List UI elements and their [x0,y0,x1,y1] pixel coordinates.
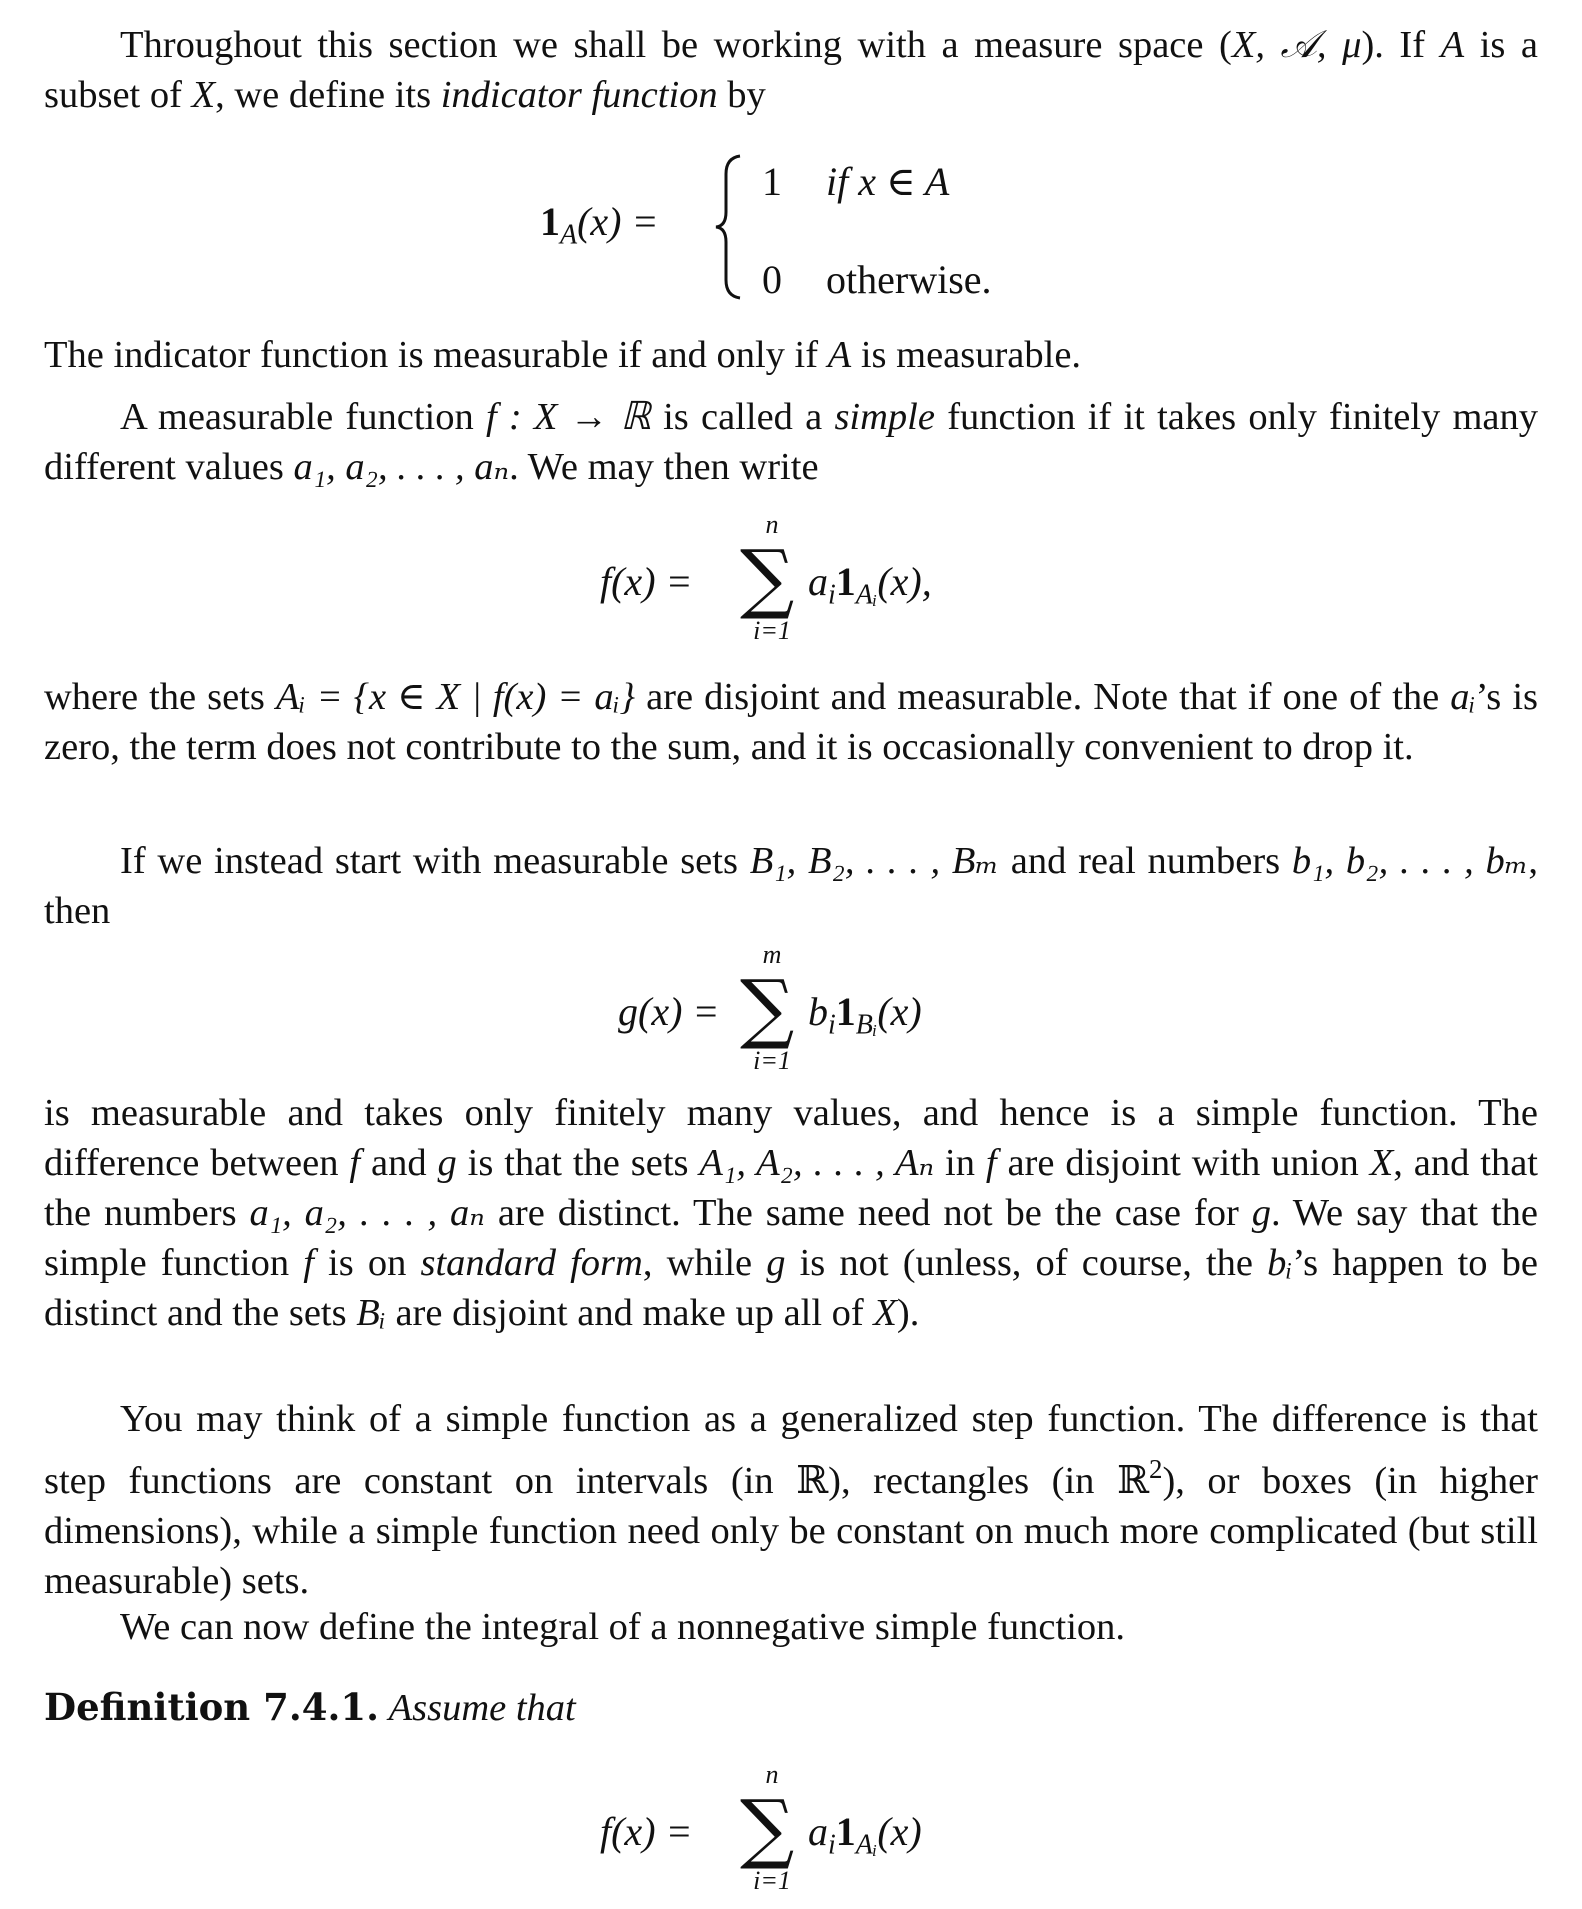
paragraph-step-function: You may think of a simple function as a generalized step function. The difference is that step functions are constant on intervals (in ℝ), rectangles (in ℝ$^2$), or boxes (in higher dimensions), while a simple function need only be constant on much more complicated (but still measurable) sets. [44,1398,1538,1602]
paragraph-measurable-sets: If we instead start with measurable sets B₁, B₂, . . . , Bₘ and real numbers b₁, b₂, . . . , bₘ, then [44,840,1538,932]
equation-definition-sum: f(x) = n ∑ i=1 $a_i1_{Aᵢ}(x)$ [600,1760,922,1895]
definition-label: Definition 7.4.1. [44,1685,379,1729]
term-indicator-function: indicator function [440,74,718,116]
left-brace [714,152,744,302]
equation-indicator: $1_A(x)$ = 1 if x ∈ A 0 otherwise. [0,140,1582,310]
definition-7-4-1: Definition 7.4.1. Assume that [44,1685,576,1729]
equation-g-sum: g(x) = m ∑ i=1 $b_i1_{Bᵢ}(x)$ [618,940,922,1075]
paragraph-intro: Throughout this section we shall be working with a measure space (X, 𝒜, μ). If A is a subset of X, we define its indicator function by [44,24,1539,116]
paragraph-disjoint-sets: where the sets Aᵢ = {x ∈ X | f(x) = aᵢ} are disjoint and measurable. Note that if one of the aᵢ’s is zero, the term does not contribute to the sum, and it is occasionally convenient to drop it. [44,676,1539,768]
paragraph-integral-intro: We can now define the integral of a nonnegative simple function. [120,1606,1126,1648]
paragraph-standard-form: is measurable and takes only finitely many values, and hence is a simple function. The difference between f and g is that the sets A₁, A₂, . . . , Aₙ in f are disjoint with union X, and that the numbers a₁, a₂, . . . , aₙ are distinct. The same need not be the case for g. We say that the simple function f is on standard form, while g is not (unless, of course, the bᵢ’s happen to be distinct and the sets Bᵢ are disjoint and make up all of X). [44,1092,1539,1334]
term-standard-form: standard form [420,1242,643,1284]
equation-simple-sum: f(x) = n ∑ i=1 $a_i1_{Aᵢ}(x)$, [600,510,932,645]
paragraph-simple-function: A measurable function f : X → ℝ is called a simple function if it takes only finitely many different values a₁, a₂, . . . , aₙ. We may then write [44,396,1539,488]
math-measure-space: X, 𝒜, μ [1231,24,1362,66]
paragraph-measurability: The indicator function is measurable if and only if A is measurable. [44,334,1082,376]
term-simple: simple [834,396,935,438]
